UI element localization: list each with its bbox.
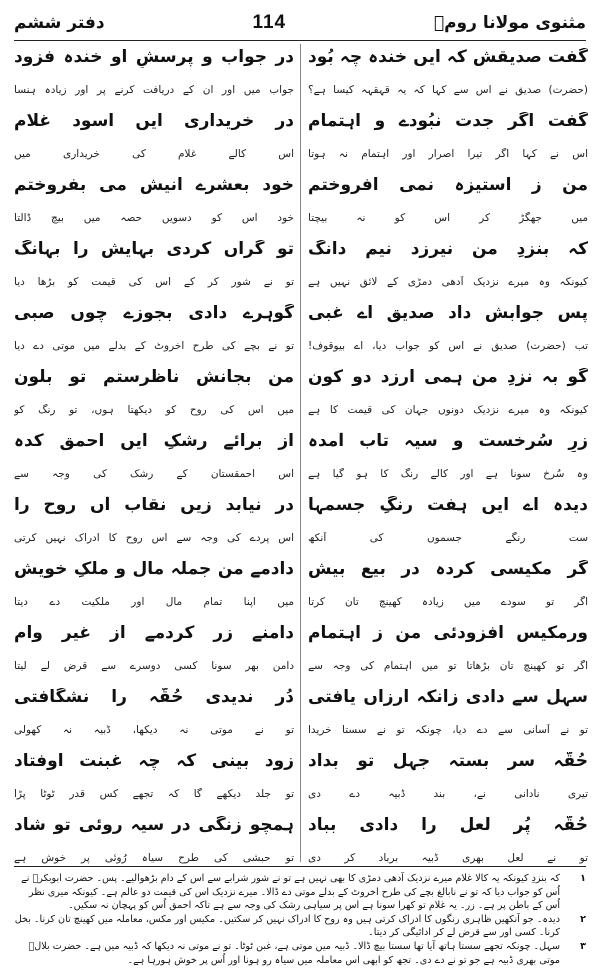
footnote-number: ۱ xyxy=(580,873,586,884)
footnote xyxy=(14,872,586,913)
translation-line: تو نے لعل بھری ڈبیہ برباد کر دی xyxy=(308,851,588,864)
footnote-text: سہل۔ چونکہ تجھے سستا ہاتھ آیا تھا سستا بیچ ڈالا۔ ڈبیہ میں موتی ہے، غبن ٹوٹا۔ تو نے موتی نہ دیکھا کہ ڈبیہ میں ہے۔ حضرت بلالؓ موتی بھری ڈبیہ ہے جو تو نے دے دی۔ تجھ کو ابھی اس معاملہ میں سیاہ رو ہونا اور اُس پر خوش ہورہا ہے۔ xyxy=(28,941,560,966)
translation-line: وہ سُرخ سونا ہے اور کالے رنگ کا ہو گیا ہے xyxy=(308,467,588,480)
verse-line: کہ بنزدِ من نیرزد نیم دانگ xyxy=(308,240,588,260)
translation-line: تو حبشی کی طرح سیاہ رُوئی پر خوش ہے xyxy=(14,851,294,864)
translation-line: اس احمقستان کے رشک کی وجہ سے xyxy=(14,467,294,480)
volume-title: دفتر ششم xyxy=(14,13,105,33)
translation-line: تو نے آسانی سے دے دیا، چونکہ تو نے سستا خریدا xyxy=(308,723,588,736)
translation-line: تو نے موتی نہ دیکھا، ڈبیہ نہ کھولی xyxy=(14,723,294,736)
translation-line: تو نے بچے کی طرح اخروٹ کے بدلے میں موتی دے دیا xyxy=(14,339,294,352)
verse-line: گفت اگر جدت نبُودے و اہتمام xyxy=(308,112,588,132)
verse-line: گو بہ نزدِ من ہمی ارزد دو کون xyxy=(308,368,588,388)
translation-line: اس پردے کی وجہ سے اُس روح کا ادراک نہیں کرتی xyxy=(14,531,294,544)
footnote-number: ۲ xyxy=(580,913,586,925)
verse-line: دامنے زر کردمے از غیر وام xyxy=(14,624,294,644)
verse-line: در خریداری ایں اسود غلام xyxy=(14,112,294,132)
verse-line: دادمے من جملہ مال و ملکِ خویش xyxy=(14,560,294,580)
translation-line: میں جھگڑ کر اُس کو نہ بیچتا xyxy=(308,211,588,224)
verse-line: گوہرے دادی بجوزے چوں صبی xyxy=(14,304,294,324)
translation-line: میں اپنا تمام مال اور ملکیت دے دیتا xyxy=(14,595,294,608)
translation-line: کیونکہ وہ میرے نزدیک دونوں جہان کی قیمت کا ہے xyxy=(308,403,588,416)
verse-line: پس جوابش داد صدیق اے غبی xyxy=(308,304,588,324)
translation-line: خود اس کو دسویں حصہ میں بیچ ڈالتا xyxy=(14,211,294,224)
verse-line: زرِ سُرخست و سیہ تاب آمدہ xyxy=(308,432,588,452)
translation-line: اُس نے کہا اگر تیرا اصرار اور اہتمام نہ ہوتا xyxy=(308,147,588,160)
translation-line: ست رنگے جسموں کی آنکھ xyxy=(308,531,588,544)
page-number: 114 xyxy=(252,12,287,33)
translation-line: تیری نادانی نے، بند ڈبیہ دے دی xyxy=(308,787,588,800)
verse-line: ورمکیس افزودئی من ز اہتمام xyxy=(308,624,588,644)
verse-line: من بجانش ناظرستم تو بلون xyxy=(14,368,294,388)
translation-line: تو جلد دیکھے گا کہ تجھے کس قدر ٹوٹا پڑا xyxy=(14,787,294,800)
header-rule xyxy=(14,40,586,41)
translation-line: اس کالے غلام کی خریداری میں xyxy=(14,147,294,160)
footnotes xyxy=(14,872,586,967)
verse-line: سہل سے دادی زانکہ ارزاں یافتی xyxy=(308,688,588,708)
footnote-text: دیدہ۔ جو آنکھیں ظاہری رنگوں کا ادراک کرتی ہیں وہ روح کا ادراک نہیں کر سکتیں۔ مکیس اور مکس، معاملہ میں کھینچ تان کرنا۔ بخل کرنا۔ کسی اور سے قرض لے کر ادائیگی کر دیتا۔ xyxy=(14,913,560,939)
verse-line: زود بینی کہ چہ غبنت اوفتاد xyxy=(14,752,294,772)
verse-line: دیدہ اے ایں ہفت رنگِ جسمہا xyxy=(308,496,588,516)
book-title: مثنوی مولانا رومؒ xyxy=(433,13,586,33)
footnote xyxy=(14,940,586,967)
left-column xyxy=(14,48,294,864)
verse-line: از برائے رشکِ ایں احمق کدہ xyxy=(14,432,294,452)
verse-line: من ز استیزہ نمی افروختم xyxy=(308,176,588,196)
verse-line: گر مکیسی کردہ در بیع بیش xyxy=(308,560,588,580)
verse-line: ہمچو زنگی در سیہ روئی تو شاد xyxy=(14,816,294,836)
footnote-text: کہ بنزدِ کیونکہ یہ کالا غلام میرے نزدیک آدھی دمڑی کا بھی نہیں ہے تو نے شور شرابے سے اس کے دام بڑھوالیے۔ پس۔ حضرت ابوبکرؓ نے اُس کو جواب دیا کہ تو نے نابالغ بچے کی طرح اخروٹ کے بدلے موتی دے ڈالا۔ میرے نزدیک اس کی قیمت دو عالم ہے۔ کیونکہ میری نظر اُس کے باطن پر ہے۔ زر۔ یہ غلام تو کھرا سونا ہے اس پر سیاہی رشک کی وجہ سے ہے تاکہ احمق اُس کو پہچان نہ سکیں۔ xyxy=(21,873,560,912)
verse-line: تو گراں کردی بہایش را بہانگ xyxy=(14,240,294,260)
verse-line: حُقّہ سر بستہ جہل تو بداد xyxy=(308,752,588,772)
translation-line: تب (حضرت) صدیق نے اس کو جواب دیا، اے بیوقوف! xyxy=(308,339,588,352)
footnote-rule xyxy=(14,866,586,867)
right-column xyxy=(308,48,588,864)
column-divider xyxy=(300,44,301,862)
translation-line: دامن بھر سونا کسی دوسرے سے قرض لے لیتا xyxy=(14,659,294,672)
verse-line: گفت صدیقش کہ ایں خندہ چہ بُود xyxy=(308,48,588,67)
verse-line: در جواب و پرسشِ او خندہ فزود xyxy=(14,48,294,67)
page-header xyxy=(14,10,586,36)
footnote-number: ۳ xyxy=(580,941,586,953)
verse-line: در نیابد زیں نقاب آں روح را xyxy=(14,496,294,516)
verse-line: دُر ندیدی حُقّہ را نشگافتی xyxy=(14,688,294,708)
translation-line: اگر تو سودے میں زیادہ کھینچ تان کرتا xyxy=(308,595,588,608)
translation-line: میں اُس کی روح کو دیکھتا ہوں، تو رنگ کو xyxy=(14,403,294,416)
footnote xyxy=(14,913,586,940)
translation-line: کیونکہ وہ میرے نزدیک آدھی دمڑی کے لائق نہیں ہے xyxy=(308,275,588,288)
translation-line: اگر تو کھینچ تان بڑھاتا تو میں اہتمام کی وجہ سے xyxy=(308,659,588,672)
verse-line: حُقّہ پُر لعل را دادی بباد xyxy=(308,816,588,836)
translation-line: تو نے شور کر کے اس کی قیمت کو بڑھا دیا xyxy=(14,275,294,288)
translation-line: جواب میں اور ان کے دریافت کرنے پر اور زیادہ ہنسا xyxy=(14,83,294,96)
verse-line: خود بعشرے انیش می بفروختم xyxy=(14,176,294,196)
translation-line: (حضرت) صدیق نے اُس سے کہا کہ یہ قہقہہ کیسا ہے؟ xyxy=(308,83,588,96)
